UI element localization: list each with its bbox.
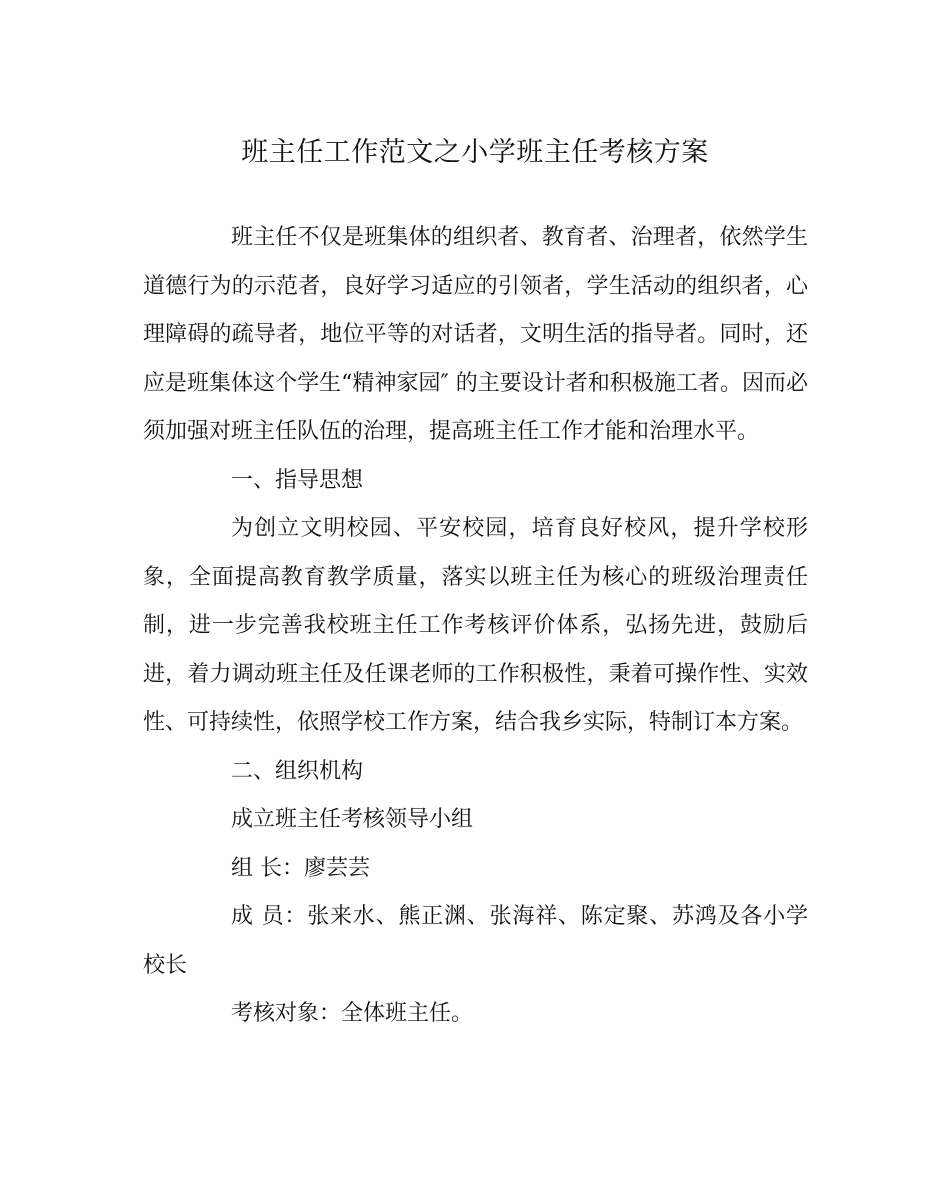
assessment-target-line: 考核对象：全体班主任。 xyxy=(231,1001,474,1026)
document-body xyxy=(143,214,808,1039)
section-heading-organization: 二、组织机构 xyxy=(231,758,364,784)
group-members-line: 成 员：张来水、熊正渊、张海祥、陈定聚、苏鸿及各小学校长 xyxy=(143,904,808,978)
section-heading-guiding-ideology: 一、指导思想 xyxy=(231,467,364,493)
group-leader-line: 组 长：廖芸芸 xyxy=(231,855,370,881)
leadership-group-line: 成立班主任考核领导小组 xyxy=(231,807,474,832)
document-title: 班主任工作范文之小学班主任考核方案 xyxy=(241,137,709,168)
intro-paragraph: 班主任不仅是班集体的组织者、教育者、治理者，依然学生道德行为的示范者，良好学习适应的引领者，学生活动的组织者，心理障碍的疏导者，地位平等的对话者，文明生活的指导者。同时，还应是班集体这个学生“精神家园″ 的主要设计者和积极施工者。因而必须加强对班主任队伍的治理，提高班主任工作才能和治理水平。 xyxy=(143,225,808,444)
guiding-ideology-paragraph: 为创立文明校园、平安校园，培育良好校风，提升学校形象，全面提高教育教学质量，落实以班主任为核心的班级治理责任制，进一步完善我校班主任工作考核评价体系，弘扬先进，鼓励后进，着力调动班主任及任课老师的工作积极性，秉着可操作性、实效性、可持续性，依照学校工作方案，结合我乡实际，特制订本方案。 xyxy=(143,516,808,735)
